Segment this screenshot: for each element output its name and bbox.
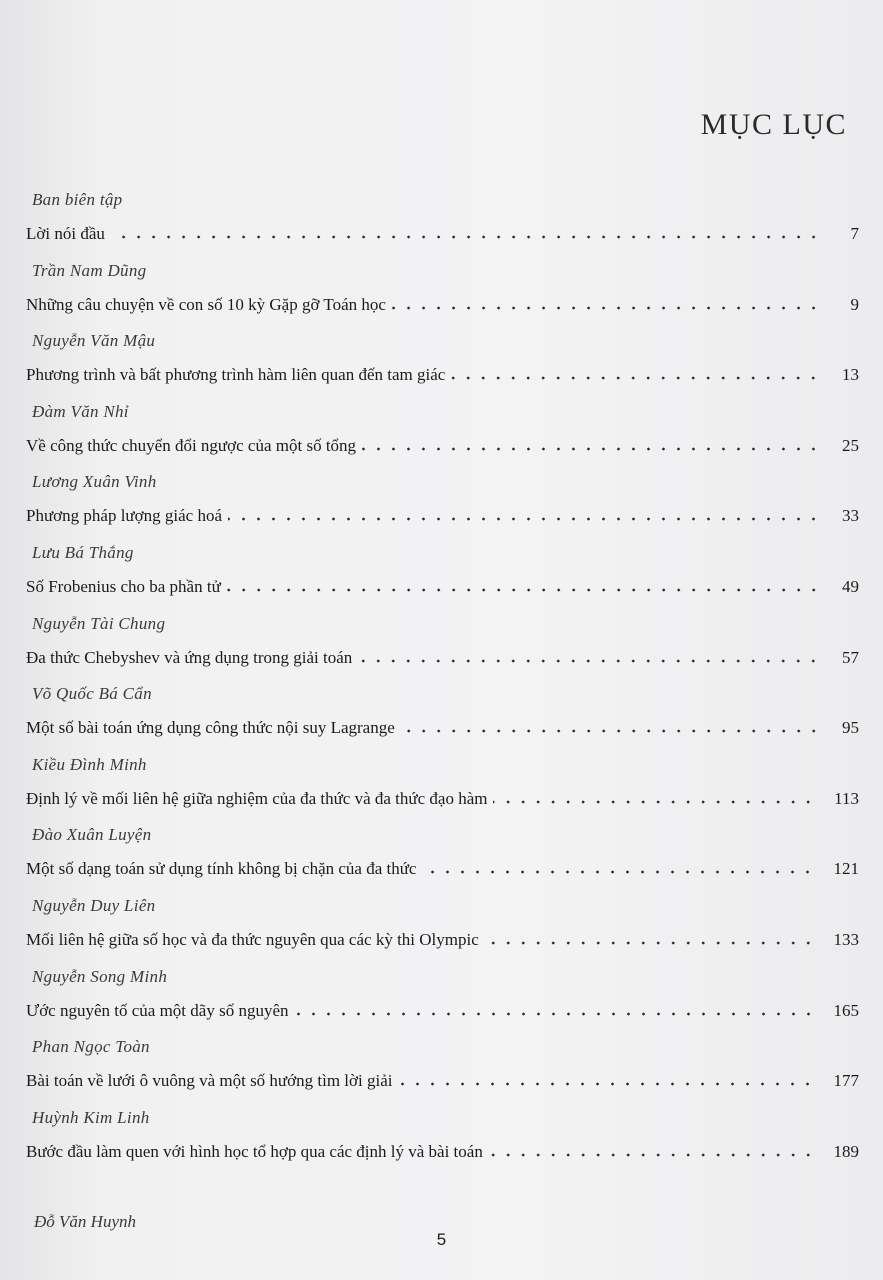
toc-line[interactable] [26, 1138, 859, 1162]
toc-line[interactable] [26, 220, 859, 244]
toc-title: Về công thức chuyển đổi ngược của một số tổng [26, 435, 357, 455]
toc-page-number: 7 [850, 224, 859, 243]
toc-line[interactable] [26, 432, 859, 456]
toc-author: Nguyễn Duy Liên [32, 896, 156, 915]
toc-title: Lời nói đầu [26, 224, 105, 243]
toc-author: Phan Ngọc Toàn [32, 1037, 150, 1057]
toc-title: Một số bài toán ứng dụng công thức nội suy Lagrange [26, 718, 395, 738]
toc-author: Ban biên tập [32, 190, 123, 209]
toc-line[interactable] [26, 644, 859, 668]
toc-author: Lương Xuân Vinh [32, 472, 157, 492]
toc-author: Nguyễn Song Minh [32, 966, 168, 986]
toc-page-number: 121 [833, 859, 859, 879]
toc-page-number: 189 [833, 1141, 859, 1161]
dot-leader [228, 517, 821, 521]
dot-leader [362, 447, 821, 451]
toc-author: Kiều Đình Minh [32, 754, 147, 774]
toc-author: Nguyễn Văn Mậu [32, 331, 156, 351]
dot-leader [489, 1153, 816, 1157]
dot-leader [111, 235, 821, 239]
toc-page-number: 9 [850, 294, 859, 314]
toc-author: Đàm Văn Nhỉ [32, 401, 129, 421]
toc-author: Lưu Bá Thắng [32, 543, 134, 562]
toc-page-number: 57 [842, 647, 859, 667]
toc-line[interactable] [26, 714, 859, 738]
toc-page-number: 13 [842, 365, 859, 385]
toc-page-number: 165 [833, 1000, 859, 1020]
dot-leader [451, 376, 821, 380]
toc-author: Huỳnh Kim Linh [32, 1107, 150, 1127]
dot-leader [358, 659, 821, 663]
toc-page-number: 49 [842, 577, 859, 596]
toc-title: Những câu chuyện về con số 10 kỳ Gặp gỡ Toán học [26, 294, 386, 314]
dot-leader [295, 1012, 816, 1016]
toc-page-number: 177 [833, 1071, 859, 1091]
toc-title: Phương trình và bất phương trình hàm liên quan đến tam giác [26, 365, 446, 385]
toc-title: Mối liên hệ giữa số học và đa thức nguyên qua các kỳ thi Olympic [26, 930, 479, 949]
toc-page-number: 133 [833, 930, 859, 949]
toc-line[interactable] [26, 855, 859, 879]
dot-leader [422, 870, 815, 874]
toc-title: Ước nguyên tố của một dãy số nguyên [26, 1000, 289, 1020]
toc-author: Võ Quốc Bá Cẩn [32, 684, 152, 704]
toc-author: Trần Nam Dũng [32, 260, 147, 280]
dot-leader [392, 306, 821, 310]
toc-line[interactable] [26, 785, 859, 809]
toc-page-number: 113 [834, 788, 859, 808]
dot-leader [227, 588, 821, 592]
toc-title: Bài toán về lưới ô vuông và một số hướng tìm lời giải [26, 1071, 393, 1091]
toc-title: Phương pháp lượng giác hoá [26, 506, 222, 526]
toc-heading: MỤC LỤC [700, 108, 847, 141]
toc-line[interactable] [26, 926, 859, 950]
toc-page-number: 33 [842, 506, 859, 526]
dot-leader [398, 1082, 815, 1086]
dot-leader [493, 800, 816, 804]
toc-author: Nguyễn Tài Chung [32, 613, 166, 633]
dot-leader [401, 729, 821, 733]
toc-line[interactable] [26, 997, 859, 1021]
toc-title: Một số dạng toán sử dụng tính không bị chặn của đa thức [26, 859, 417, 879]
toc-title: Số Frobenius cho ba phần tử [26, 577, 221, 596]
toc-page-number: 95 [842, 718, 859, 738]
toc-author: Đào Xuân Luyện [32, 825, 152, 845]
toc-line[interactable] [26, 573, 859, 597]
toc-author: Đỗ Văn Huynh [34, 1212, 136, 1231]
toc-page-number: 25 [842, 435, 859, 455]
page-number: 5 [436, 1230, 447, 1249]
toc-title: Đa thức Chebyshev và ứng dụng trong giải toán [26, 647, 353, 667]
toc-title: Định lý về mối liên hệ giữa nghiệm của đa thức và đa thức đạo hàm [26, 788, 488, 808]
toc-line[interactable] [26, 502, 859, 526]
dot-leader [485, 941, 816, 945]
toc-title: Bước đầu làm quen với hình học tổ hợp qua các định lý và bài toán [26, 1141, 483, 1161]
toc-line[interactable] [26, 291, 859, 315]
toc-line[interactable] [26, 361, 859, 385]
toc-line[interactable] [26, 1067, 859, 1091]
